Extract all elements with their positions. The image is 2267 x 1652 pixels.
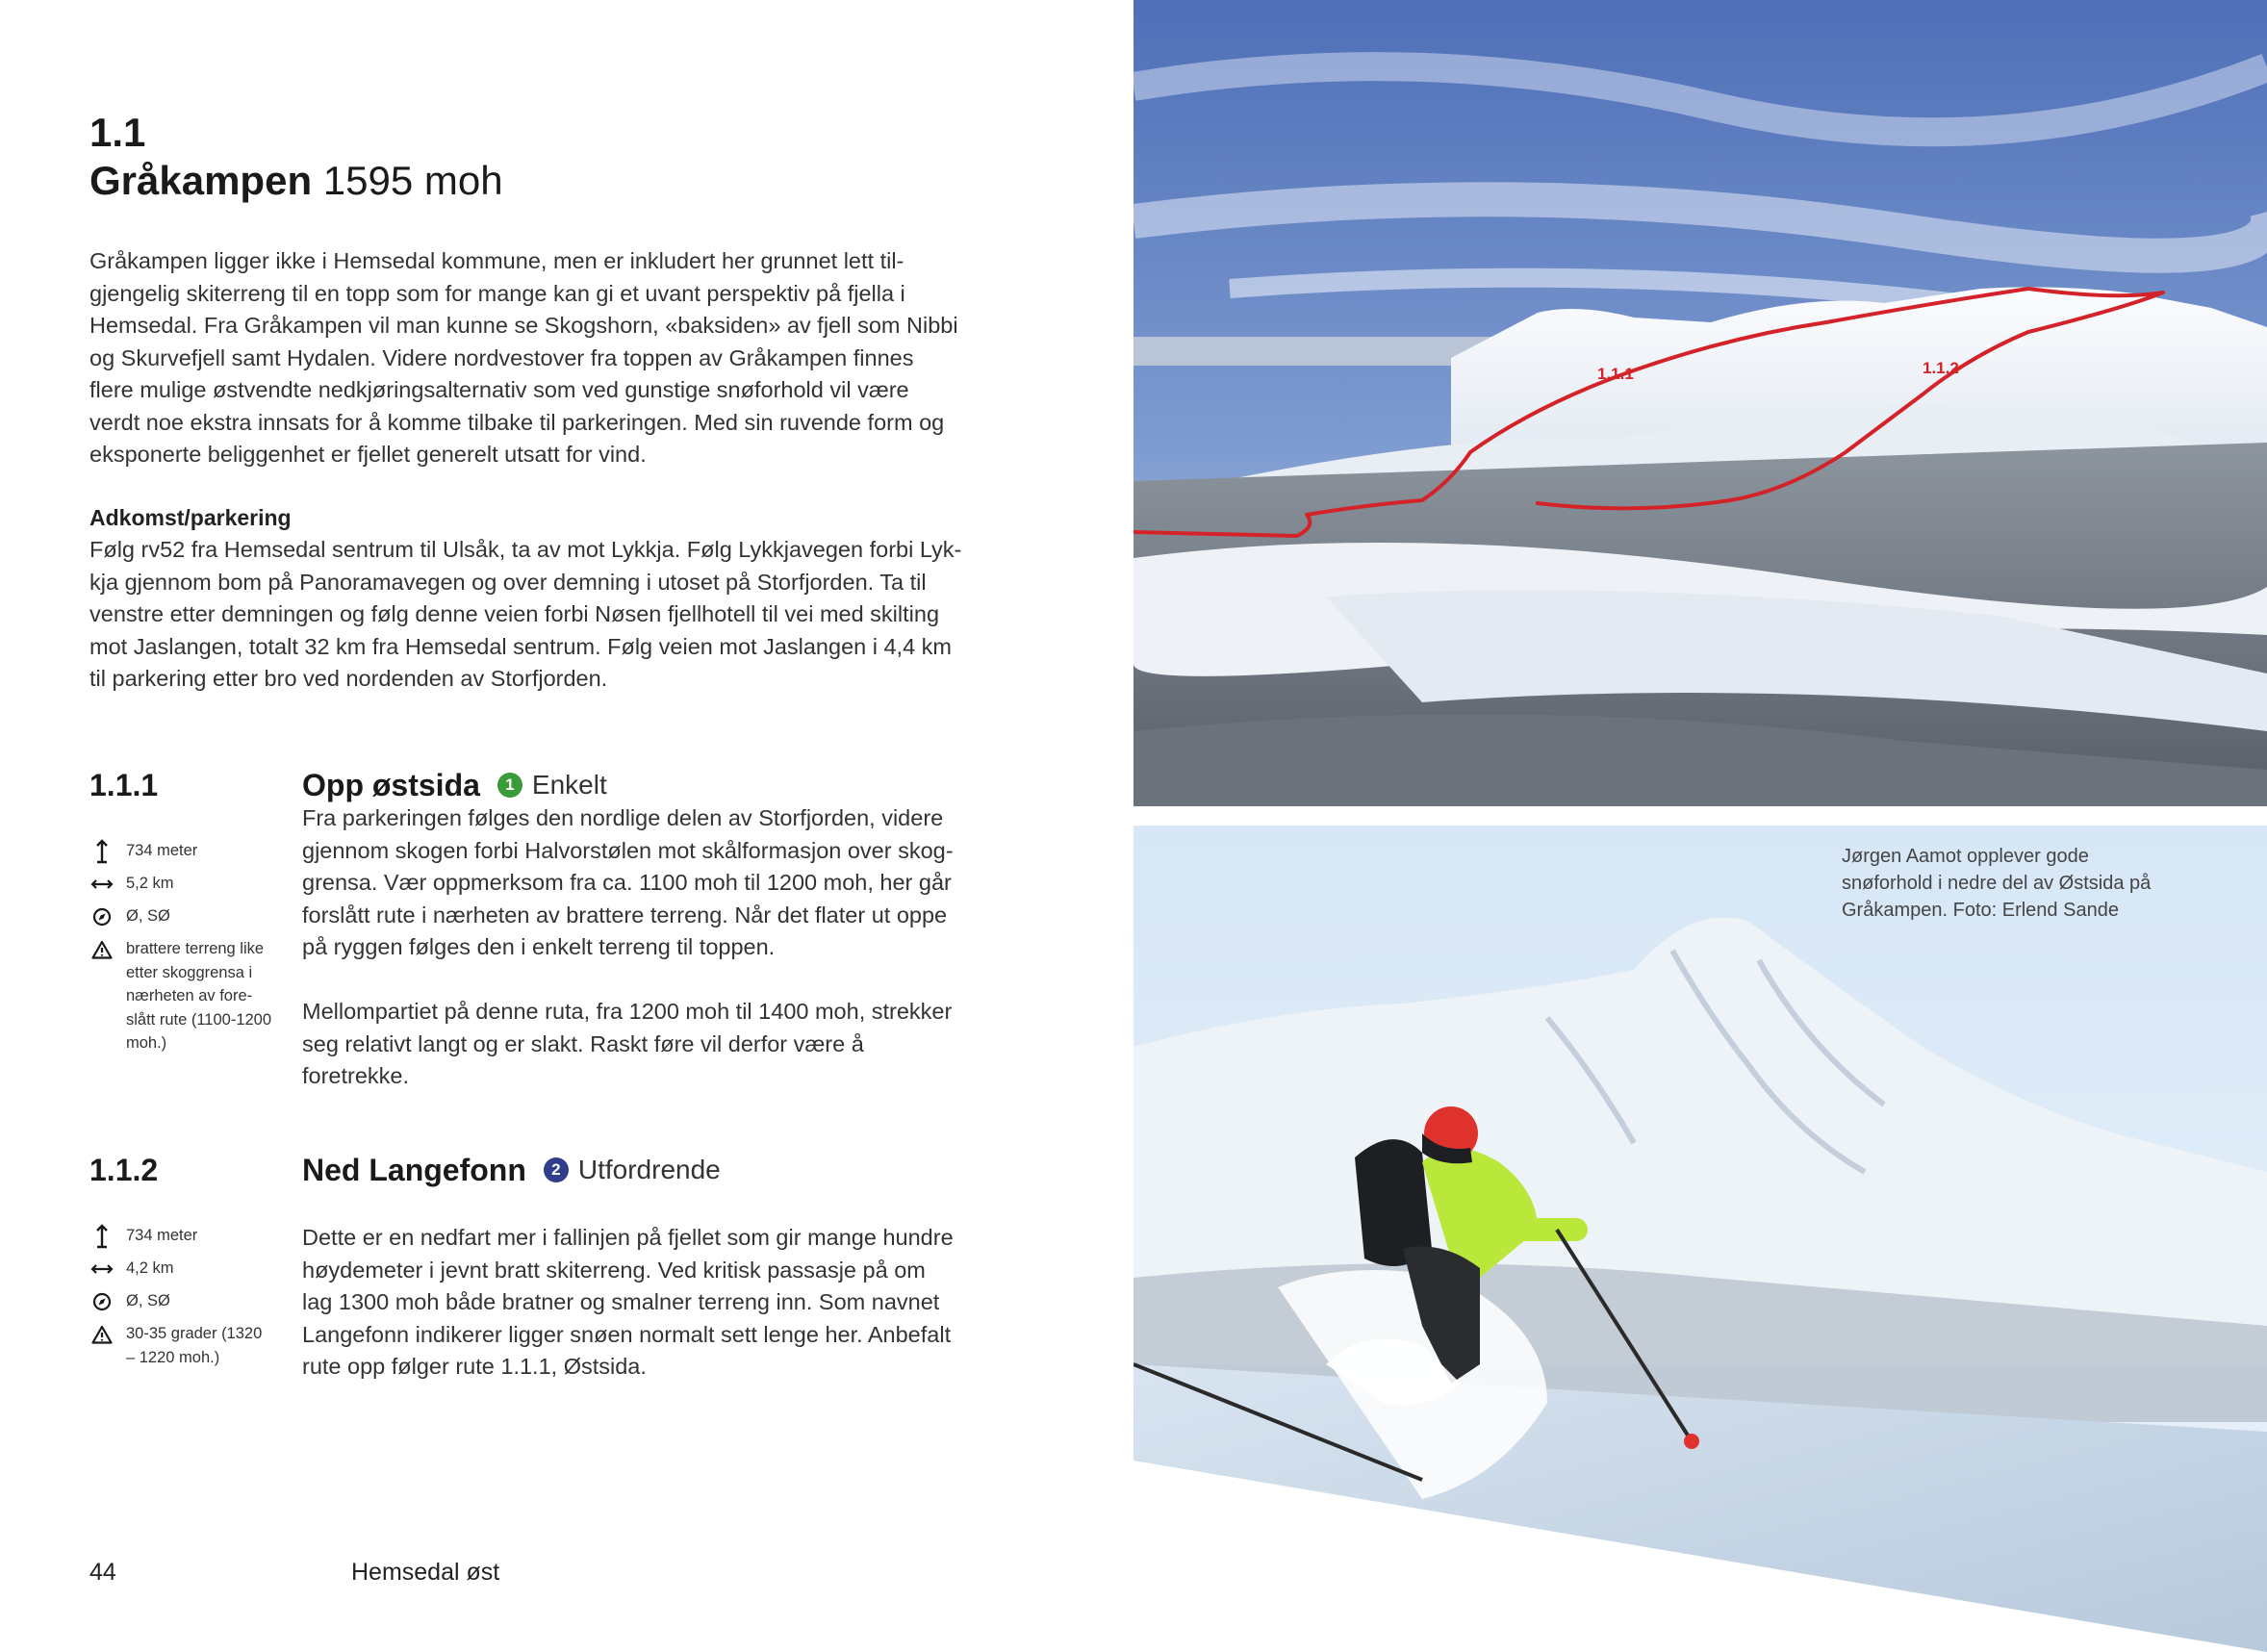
route-description: [302, 1222, 976, 1384]
route-facts: [89, 1224, 272, 1377]
route-facts: [89, 839, 272, 1063]
fact-vertical: [89, 839, 272, 864]
intro-line: eksponerte beliggenhet er fjellet generelt utsatt for vind.: [89, 442, 647, 467]
access-line: venstre etter demningen og følg denne veien forbi Nøsen fjellhotell til vei med skilting: [89, 601, 940, 626]
fact-distance: [89, 1257, 272, 1282]
route-title: [302, 766, 607, 804]
hazard-line: slått rute (1100-1200: [126, 1010, 272, 1029]
intro-paragraph: [89, 245, 975, 471]
route-line: Langefonn indikerer ligger snøen normalt sett lenge her. Anbefalt: [302, 1321, 952, 1347]
mountain-name: Gråkampen: [89, 158, 313, 203]
fact-vertical: [89, 1224, 272, 1249]
fact-hazard: [89, 937, 272, 1055]
fact-aspect: [89, 904, 272, 929]
right-page: [1134, 0, 2267, 1652]
warning-triangle-icon: [89, 1322, 115, 1347]
fact-aspect-value: Ø, SØ: [126, 1292, 170, 1309]
intro-line: verdt noe ekstra innsats for å komme tilbake til parkeringen. Med sin ruvende form og: [89, 409, 945, 435]
vertical-arrow-icon: [89, 839, 115, 864]
route-line: Dette er en nedfart mer i fallinjen på fjellet som gir mange hundre: [302, 1225, 954, 1250]
difficulty-label: Enkelt: [531, 770, 607, 800]
caption-line: snøforhold i nedre del av Østsida på: [1842, 873, 2152, 894]
route-line: seg relativt langt og er slakt. Raskt føre vil derfor være å foretrekke.: [302, 1030, 864, 1088]
compass-icon: [89, 904, 115, 929]
page-number: 44: [89, 1559, 116, 1586]
hazard-line: – 1220 moh.): [126, 1348, 220, 1366]
vertical-arrow-icon: [89, 1224, 115, 1249]
route-name: Opp østsida: [302, 768, 480, 802]
intro-line: flere mulige østvendte nedkjøringsalternativ som ved gunstige snøforhold vil være: [89, 377, 909, 402]
intro-line: Hemsedal. Fra Gråkampen vil man kunne se Skogshorn, «baksiden» av fjell som Nibbi: [89, 313, 958, 338]
route-line: grensa. Vær oppmerksom fra ca. 1100 moh til 1200 moh, her går: [302, 870, 952, 895]
access-line: Følg rv52 fra Hemsedal sentrum til Ulsåk, ta av mot Lykkja. Følg Lykkjavegen forbi Lyk-: [89, 537, 962, 562]
aerial-route-photo: [1134, 0, 2267, 806]
difficulty-badge: 1: [497, 773, 522, 798]
fact-aspect: [89, 1289, 272, 1314]
fact-hazard: [89, 1322, 272, 1369]
fact-hazard-value: [126, 937, 271, 1055]
access-line: til parkering etter bro ved nordenden av Storfjorden.: [89, 666, 608, 691]
access-paragraph: [89, 534, 975, 696]
hazard-line: brattere terreng like: [126, 940, 265, 957]
section-title: [89, 154, 503, 208]
hazard-line: 30-35 grader (1320: [126, 1325, 263, 1342]
section-number: 1.1: [89, 110, 146, 155]
access-heading: Adkomst/parkering: [89, 505, 292, 530]
compass-icon: [89, 1289, 115, 1314]
fact-distance: [89, 872, 272, 897]
intro-line: gjengelig skiterreng til en topp som for mange kan gi et uvant perspektiv på fjella i: [89, 280, 905, 306]
route-label: 1.1.2: [1923, 359, 1959, 377]
mountain-elevation: 1595 moh: [322, 158, 503, 203]
route-line: Mellompartiet på denne ruta, fra 1200 moh til 1400 moh, strekker: [302, 999, 953, 1024]
fact-vertical-value: 734 meter: [126, 1227, 198, 1244]
distance-arrows-icon: [89, 1257, 115, 1282]
photo-caption: [1842, 843, 2188, 924]
route-line: på ryggen følges den i enkelt terreng til toppen.: [302, 934, 776, 959]
route-line: høydemeter i jevnt bratt skiterreng. Ved kritisk passasje på om: [302, 1257, 926, 1283]
intro-line: Gråkampen ligger ikke i Hemsedal kommune, men er inkludert her grunnet lett til-: [89, 248, 904, 273]
skier-photo: [1134, 826, 2267, 1652]
fact-aspect-value: Ø, SØ: [126, 907, 170, 925]
fact-hazard-value: [126, 1322, 262, 1369]
access-line: kja gjennom bom på Panoramavegen og over demning i utoset på Storfjorden. Ta til: [89, 569, 927, 595]
route-line: forslått rute i nærheten av brattere terreng. Når det flater ut oppe: [302, 902, 948, 928]
hazard-line: nærheten av fore-: [126, 987, 253, 1004]
route-line: lag 1300 moh både bratner og smalner terreng inn. Som navnet: [302, 1289, 940, 1314]
access-line: mot Jaslangen, totalt 32 km fra Hemsedal sentrum. Følg veien mot Jaslangen i 4,4 km: [89, 633, 953, 659]
difficulty-label: Utfordrende: [577, 1155, 721, 1184]
intro-line: og Skurvefjell samt Hydalen. Videre nordvestover fra toppen av Gråkampen finnes: [89, 344, 914, 370]
hazard-line: moh.): [126, 1034, 167, 1052]
difficulty-badge: 2: [544, 1157, 569, 1182]
aerial-route-illustration: [1134, 0, 2267, 806]
fact-vertical-value: 734 meter: [126, 842, 198, 859]
route-description: [302, 802, 976, 1093]
route-number: 1.1.1: [89, 768, 159, 802]
route-line: rute opp følger rute 1.1.1, Østsida.: [302, 1354, 647, 1379]
route-name: Ned Langefonn: [302, 1153, 526, 1187]
route-title: [302, 1151, 721, 1189]
route-line: gjennom skogen forbi Halvorstølen mot skålformasjon over skog-: [302, 837, 954, 863]
caption-line: Jørgen Aamot opplever gode: [1842, 846, 2089, 867]
fact-distance-value: 5,2 km: [126, 875, 174, 892]
running-footer: Hemsedal øst: [351, 1559, 500, 1586]
warning-triangle-icon: [89, 937, 115, 962]
hazard-line: etter skoggrensa i: [126, 963, 253, 981]
fact-distance-value: 4,2 km: [126, 1259, 174, 1277]
route-label: 1.1.1: [1597, 365, 1634, 383]
route-number: 1.1.2: [89, 1153, 159, 1187]
distance-arrows-icon: [89, 872, 115, 897]
skier-illustration: [1134, 826, 2267, 1652]
route-line: Fra parkeringen følges den nordlige delen av Storfjorden, videre: [302, 805, 944, 830]
caption-line: Gråkampen. Foto: Erlend Sande: [1842, 900, 2119, 921]
